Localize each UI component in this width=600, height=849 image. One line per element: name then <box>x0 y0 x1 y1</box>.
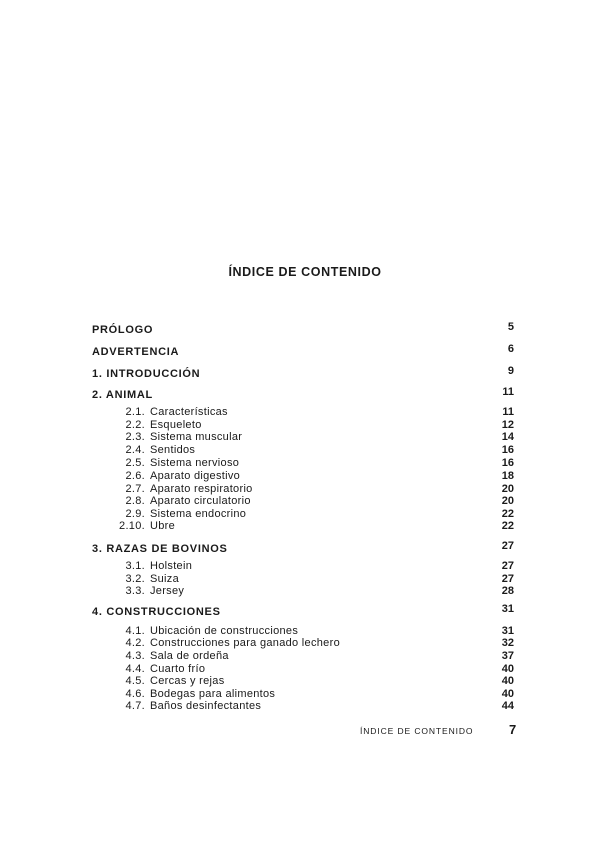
toc-subsection-label: Cercas y rejas <box>150 675 225 687</box>
toc-page-number: 27 <box>501 540 514 552</box>
toc-subsection-number: 2.4. <box>125 444 145 456</box>
toc-subsection-label: Aparato respiratorio <box>150 483 253 495</box>
toc-page-number: 31 <box>501 625 514 637</box>
toc-subsection <box>0 585 600 599</box>
toc-section-2 <box>0 386 600 403</box>
toc-subsection-number: 2.7. <box>125 483 145 495</box>
toc-subsection-label: Sistema endocrino <box>150 508 247 520</box>
toc-subsection-label: Suiza <box>150 573 180 585</box>
toc-page-number: 44 <box>501 700 514 712</box>
toc-page-number: 40 <box>501 675 514 687</box>
toc-section-1 <box>0 365 600 382</box>
toc-page-number: 22 <box>501 508 514 520</box>
toc-subsection <box>0 431 600 445</box>
toc-page-number: 18 <box>501 470 514 482</box>
toc-page-number: 16 <box>501 444 514 456</box>
toc-subsection <box>0 700 600 714</box>
toc-entry-label: ADVERTENCIA <box>92 346 180 358</box>
toc-page-number: 40 <box>501 663 514 675</box>
toc-page-number: 16 <box>501 457 514 469</box>
toc-subsection-number: 3.3. <box>125 585 145 597</box>
toc-page-number: 27 <box>501 560 514 572</box>
toc-page-number: 12 <box>501 419 514 431</box>
toc-subsection-label: Sistema muscular <box>150 431 243 443</box>
toc-subsection-number: 2.1. <box>125 406 145 418</box>
toc-page-number: 40 <box>501 688 514 700</box>
toc-page-number: 28 <box>501 585 514 597</box>
toc-page-number: 14 <box>501 431 514 443</box>
toc-subsection <box>0 406 600 420</box>
toc-subsection-number: 3.2. <box>125 573 145 585</box>
toc-entry-prologo <box>0 321 600 338</box>
toc-subsection-number: 4.1. <box>125 625 145 637</box>
toc-section-label: 3. RAZAS DE BOVINOS <box>92 543 228 555</box>
toc-subsection-number: 4.3. <box>125 650 145 662</box>
toc-subsection-number: 2.9. <box>125 508 145 520</box>
toc-subsection-label: Baños desinfectantes <box>150 700 262 712</box>
toc-subsection <box>0 457 600 471</box>
toc-subsection-number: 3.1. <box>125 560 145 572</box>
toc-subsection-label: Bodegas para alimentos <box>150 688 276 700</box>
toc-subsection-number: 4.4. <box>125 663 145 675</box>
toc-page-number: 32 <box>501 637 514 649</box>
toc-page-number: 5 <box>507 321 514 333</box>
toc-section-label: 2. ANIMAL <box>92 389 153 401</box>
toc-subsection <box>0 444 600 458</box>
toc-subsection-label: Sentidos <box>150 444 196 456</box>
toc-subsection <box>0 675 600 689</box>
running-footer-title: ÍNDICE DE CONTENIDO <box>360 726 474 736</box>
toc-section-3 <box>0 540 600 557</box>
toc-subsection-label: Aparato circulatorio <box>150 495 251 507</box>
toc-page-number: 31 <box>501 603 514 615</box>
toc-subsection <box>0 650 600 664</box>
toc-subsection <box>0 560 600 574</box>
toc-subsection-label: Ubre <box>150 520 176 532</box>
toc-subsection-label: Holstein <box>150 560 193 572</box>
toc-subsection-label: Esqueleto <box>150 419 202 431</box>
toc-page-number: 22 <box>501 520 514 532</box>
toc-page-number: 27 <box>501 573 514 585</box>
toc-page-number: 6 <box>507 343 514 355</box>
toc-subsection-number: 2.3. <box>125 431 145 443</box>
toc-subsection-number: 4.6. <box>125 688 145 700</box>
toc-section-label: 4. CONSTRUCCIONES <box>92 606 221 618</box>
toc-subsection-number: 4.2. <box>125 637 145 649</box>
toc-page-number: 20 <box>501 495 514 507</box>
toc-page-number: 9 <box>507 365 514 377</box>
toc-subsection <box>0 470 600 484</box>
toc-subsection-label: Ubicación de construcciones <box>150 625 299 637</box>
toc-subsection-label: Características <box>150 406 228 418</box>
toc-entry-label: PRÓLOGO <box>92 324 154 336</box>
toc-subsection-label: Construcciones para ganado lechero <box>150 637 340 649</box>
toc-subsection-number: 2.2. <box>125 419 145 431</box>
toc-page-number: 20 <box>501 483 514 495</box>
page-number: 7 <box>509 722 517 737</box>
toc-page-number: 37 <box>501 650 514 662</box>
toc-subsection <box>0 520 600 534</box>
toc-subsection-number: 2.5. <box>125 457 145 469</box>
toc-subsection-label: Sala de ordeña <box>150 650 229 662</box>
toc-subsection-number: 4.7. <box>125 700 145 712</box>
toc-page-number: 11 <box>502 386 514 398</box>
toc-subsection-label: Aparato digestivo <box>150 470 241 482</box>
toc-section-4 <box>0 603 600 620</box>
toc-subsection <box>0 495 600 509</box>
toc-subsection-label: Sistema nervioso <box>150 457 240 469</box>
toc-page-number: 11 <box>502 406 514 418</box>
toc-subsection-label: Jersey <box>150 585 185 597</box>
toc-subsection-number: 2.10. <box>119 520 145 532</box>
toc-subsection-number: 2.6. <box>125 470 145 482</box>
toc-entry-advertencia <box>0 343 600 360</box>
toc-subsection <box>0 637 600 651</box>
toc-subsection-label: Cuarto frío <box>150 663 206 675</box>
toc-subsection-number: 2.8. <box>125 495 145 507</box>
page-title: ÍNDICE DE CONTENIDO <box>228 265 382 279</box>
toc-section-label: 1. INTRODUCCIÓN <box>92 368 201 380</box>
toc-subsection-number: 4.5. <box>125 675 145 687</box>
